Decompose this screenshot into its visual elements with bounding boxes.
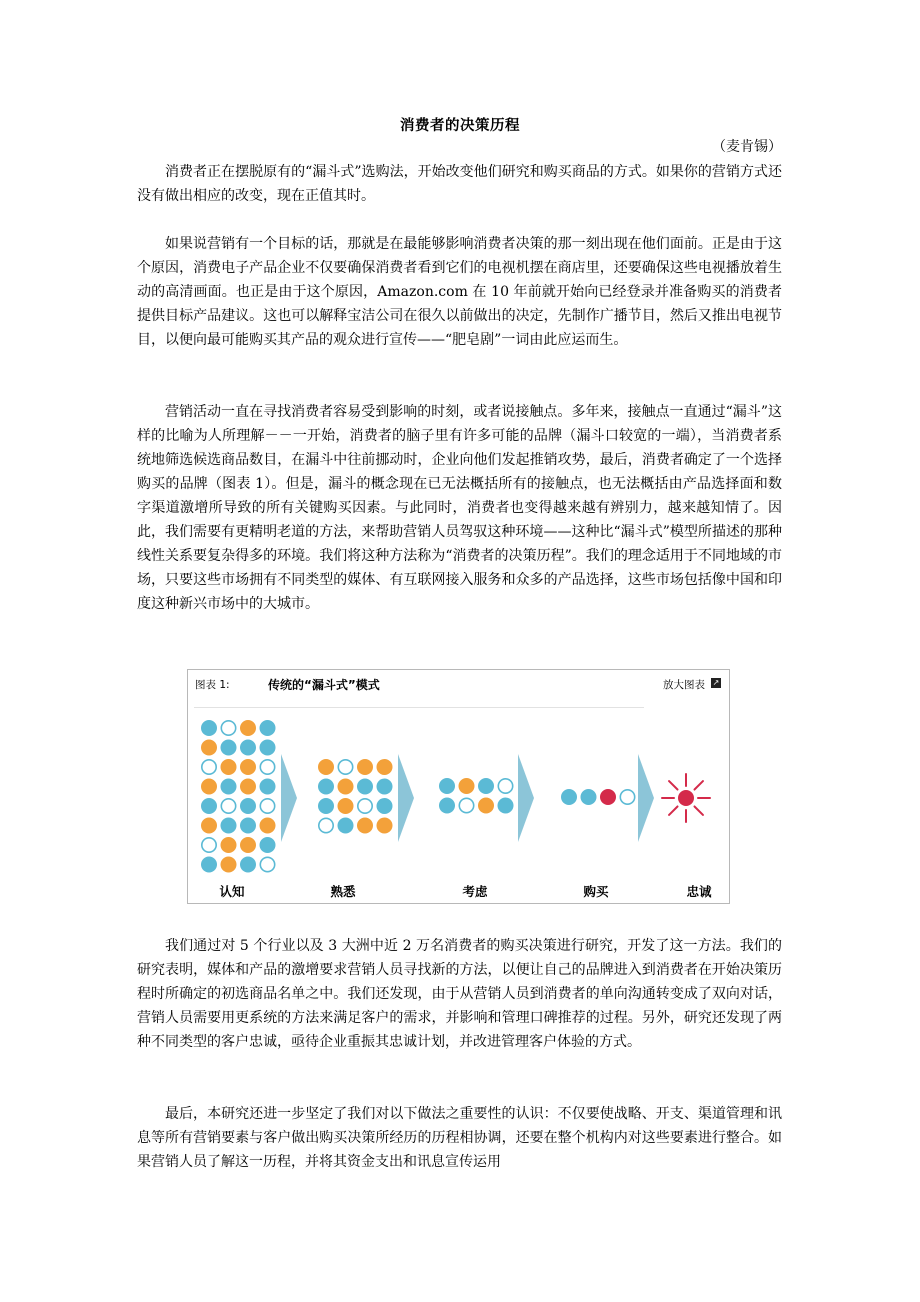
stage-1-dot: [202, 760, 216, 774]
stage-1-dot: [240, 837, 256, 853]
stage-2-dot: [357, 779, 373, 795]
loyalty-ray: [694, 781, 702, 789]
stage-label-awareness: 认知: [219, 884, 245, 899]
stage-1-dot: [221, 721, 235, 735]
loyalty-ray: [694, 806, 702, 814]
stage-2-dot: [377, 818, 393, 834]
stage-2-dot: [358, 799, 372, 813]
paragraph-5: 最后，本研究还进一步坚定了我们对以下做法之重要性的认识：不仅要使战略、开支、渠道管理和讯息等所有营销要素与客户做出购买决策所经历的历程相协调，还要在整个机构内对这些要素进行整合。如果营销人员了解这一历程，并将其资金支出和讯息宣传运用: [137, 1106, 782, 1170]
stage-3-dot: [459, 778, 475, 794]
document-author: （麦肯锡）: [712, 139, 782, 155]
stage-1-dot: [240, 857, 256, 873]
stage-1-dot: [260, 720, 276, 736]
stage-1-dot: [221, 779, 237, 795]
stage-2-dot: [338, 760, 352, 774]
stage-1-dot: [240, 818, 256, 834]
stage-1-dot: [221, 857, 237, 873]
paragraph-1: 消费者正在摆脱原有的“漏斗式”选购法，开始改变他们研究和购买商品的方式。如果你的营销方式还没有做出相应的改变，现在正值其时。: [137, 164, 782, 204]
stage-label-purchase: 购买: [583, 884, 609, 899]
stage-1-dot: [201, 720, 217, 736]
stage-1-dot: [202, 838, 216, 852]
stage-1-dot: [260, 799, 274, 813]
stage-1-dot: [221, 818, 237, 834]
stage-2-dot: [319, 818, 333, 832]
stage-label-loyalty: 忠诚: [686, 884, 712, 899]
funnel-arrow-2: [398, 754, 414, 842]
stage-1-dot: [260, 857, 274, 871]
loyalty-ray: [669, 806, 677, 814]
funnel-arrow-4: [638, 754, 654, 842]
stage-3-dot: [459, 798, 473, 812]
stage-1-dot: [221, 740, 237, 756]
stage-1-dot: [260, 760, 274, 774]
stage-3-dot: [439, 798, 455, 814]
funnel-arrow-3: [518, 754, 534, 842]
funnel-figure: [187, 669, 730, 904]
stage-1-dot: [201, 740, 217, 756]
paragraph-4: 我们通过对 5 个行业以及 3 大洲中近 2 万名消费者的购买决策进行研究，开发了这一方法。我们的研究表明，媒体和产品的激增要求营销人员寻找新的方法，以便让自己的品牌进入到消费者在开始决策历程时所确定的初选商品名单之中。我们还发现，由于从营销人员到消费者的单向沟通转变成了双向对话，营销人员需要用更系统的方法来满足客户的需求，并影响和管理口碑推荐的过程。另外，研究还发现了两种不同类型的客户忠诚，亟待企业重振其忠诚计划，并改进管理客户体验的方式。: [137, 938, 782, 1050]
stage-1-dot: [201, 857, 217, 873]
paragraph-2: 如果说营销有一个目标的话，那就是在最能够影响消费者决策的那一刻出现在他们面前。正是由于这个原因，消费电子产品企业不仅要确保消费者看到它们的电视机摆在商店里，还要确保这些电视播放着生动的高清画面。也正是由于这个原因，Amazon.com 在 10 年前就开始向已经登录并准备购买的消费者提供目标产品建议。这也可以解释宝洁公司在很久以前做出的决定，先制作广播节目，然后又推出电视节目，以便向最可能购买其产品的观众进行宣传——“肥皂剧”一词由此应运而生。: [137, 236, 782, 348]
stage-1-dot: [221, 837, 237, 853]
stage-2-dot: [318, 798, 334, 814]
funnel-diagram: [188, 670, 731, 905]
stage-1-dot: [240, 740, 256, 756]
stage-2-dot: [377, 779, 393, 795]
stage-2-dot: [377, 798, 393, 814]
loyalty-dot: [678, 790, 694, 806]
stage-1-dot: [221, 759, 237, 775]
stage-2-dot: [318, 759, 334, 775]
stage-2-dot: [318, 779, 334, 795]
stage-3-dot: [478, 778, 494, 794]
enlarge-icon[interactable]: ↗: [712, 678, 720, 687]
stage-label-familiarity: 熟悉: [330, 884, 356, 899]
stage-1-dot: [240, 720, 256, 736]
stage-3-dot: [439, 778, 455, 794]
stage-1-dot: [260, 818, 276, 834]
stage-4-dot: [620, 790, 634, 804]
stage-2-dot: [357, 759, 373, 775]
stage-2-dot: [377, 759, 393, 775]
stage-1-dot: [221, 799, 235, 813]
stage-4-dot: [561, 789, 577, 805]
stage-1-dot: [260, 779, 276, 795]
stage-1-dot: [201, 798, 217, 814]
loyalty-ray: [669, 781, 677, 789]
stage-3-dot: [498, 779, 512, 793]
stage-2-dot: [338, 779, 354, 795]
figure-label: 图表 1:: [195, 679, 230, 691]
stage-1-dot: [201, 779, 217, 795]
stage-1-dot: [240, 759, 256, 775]
figure-title: 传统的“漏斗式”模式: [268, 678, 380, 692]
stage-3-dot: [498, 798, 514, 814]
stage-1-dot: [260, 837, 276, 853]
stage-1-dot: [240, 779, 256, 795]
stage-1-dot: [240, 798, 256, 814]
stage-4-dot: [581, 789, 597, 805]
figure-divider: [194, 707, 644, 708]
stage-4-dot: [600, 789, 616, 805]
stage-2-dot: [338, 818, 354, 834]
enlarge-chart-link[interactable]: 放大图表: [663, 679, 705, 691]
stage-2-dot: [357, 818, 373, 834]
stage-1-dot: [201, 818, 217, 834]
stage-3-dot: [478, 798, 494, 814]
funnel-arrow-1: [281, 754, 297, 842]
paragraph-3: 营销活动一直在寻找消费者容易受到影响的时刻，或者说接触点。多年来，接触点一直通过“漏斗”这样的比喻为人所理解－－一开始，消费者的脑子里有许多可能的品牌（漏斗口较宽的一端），当消费者系统地筛选候选商品数目，在漏斗中往前挪动时，企业向他们发起推销攻势，最后，消费者确定了一个选择购买的品牌（图表 1）。但是，漏斗的概念现在已无法概括所有的接触点，也无法概括由产品选择面和数字渠道激增所导致的所有关键购买因素。与此同时，消费者也变得越来越有辨别力，越来越知情了。因此，我们需要有更精明老道的方法，来帮助营销人员驾驭这种环境——这种比“漏斗式”模型所描述的那种线性关系要复杂得多的环境。我们将这种方法称为“消费者的决策历程”。我们的理念适用于不同地域的市场，只要这些市场拥有不同类型的媒体、有互联网接入服务和众多的产品选择，这些市场包括像中国和印度这种新兴市场中的大城市。: [137, 404, 782, 612]
document-title: 消费者的决策历程: [400, 118, 520, 134]
stage-2-dot: [338, 798, 354, 814]
stage-1-dot: [260, 740, 276, 756]
stage-label-consideration: 考虑: [462, 884, 488, 899]
